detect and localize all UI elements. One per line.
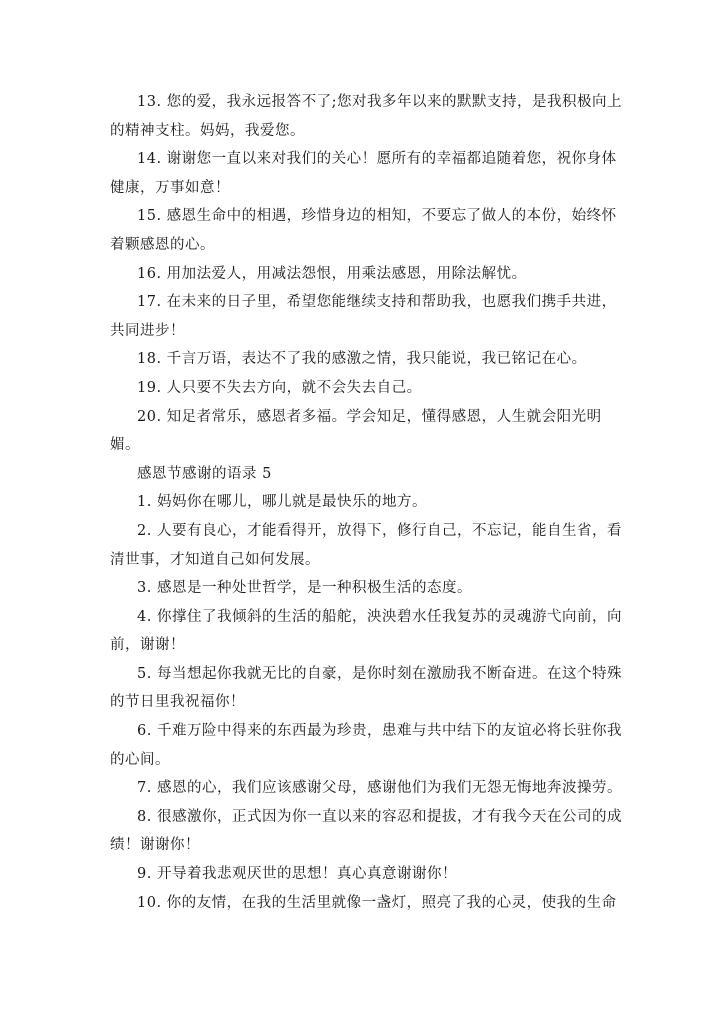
text-line: 2. 人要有良心，才能看得开，放得下，修行自己，不忘记，能自生省，看 <box>137 522 622 539</box>
text-line: 着颗感恩的心。 <box>110 236 215 253</box>
text-line: 19. 人只要不失去方向，就不会失去自己。 <box>137 379 422 396</box>
text-line: 4. 你撑住了我倾斜的生活的船舵，泱泱碧水任我复苏的灵魂游弋向前，向 <box>137 608 622 625</box>
text-line: 共同进步！ <box>110 322 185 339</box>
text-line: 17. 在未来的日子里，希望您能继续支持和帮助我，也愿我们携手共进， <box>137 294 617 311</box>
text-line: 的节日里我祝福你！ <box>110 694 245 711</box>
text-line: 13. 您的爱，我永远报答不了;您对我多年以来的默默支持，是我积极向上 <box>137 94 623 110</box>
document-body <box>110 88 623 917</box>
text-line: 媚。 <box>110 437 140 454</box>
text-line: 的心间。 <box>110 751 170 768</box>
section-heading: 感恩节感谢的语录 5 <box>137 465 272 482</box>
text-line: 9. 开导着我悲观厌世的思想！真心真意谢谢你！ <box>137 866 457 883</box>
text-line: 5. 每当想起你我就无比的自豪，是你时刻在激励我不断奋进。在这个特殊 <box>137 665 622 682</box>
text-line: 10. 你的友情，在我的生活里就像一盏灯，照亮了我的心灵，使我的生命 <box>137 894 617 911</box>
text-line: 7. 感恩的心，我们应该感谢父母，感谢他们为我们无怨无悔地奔波操劳。 <box>137 780 622 797</box>
text-line: 的精神支柱。妈妈，我爱您。 <box>110 122 305 139</box>
text-line: 健康，万事如意！ <box>110 179 230 196</box>
text-line: 绩！谢谢你！ <box>110 837 200 854</box>
text-line: 3. 感恩是一种处世哲学，是一种积极生活的态度。 <box>137 580 472 597</box>
text-line: 15. 感恩生命中的相遇，珍惜身边的相知，不要忘了做人的本份，始终怀 <box>137 208 617 225</box>
text-line: 前，谢谢！ <box>110 637 185 654</box>
text-line: 8. 很感激你，正式因为你一直以来的容忍和提拔，才有我今天在公司的成 <box>137 808 622 825</box>
text-line: 20. 知足者常乐，感恩者多福。学会知足，懂得感恩，人生就会阳光明 <box>137 408 602 425</box>
text-line: 1. 妈妈你在哪儿，哪儿就是最快乐的地方。 <box>137 494 427 511</box>
text-line: 清世事，才知道自己如何发展。 <box>110 551 320 568</box>
text-line: 16. 用加法爱人，用减法怨恨，用乘法感恩，用除法解忧。 <box>137 265 527 282</box>
text-line: 14. 谢谢您一直以来对我们的关心！愿所有的幸福都追随着您，祝你身体 <box>137 151 617 168</box>
text-line: 18. 千言万语，表达不了我的感激之情，我只能说，我已铭记在心。 <box>137 351 587 368</box>
text-line: 6. 千难万险中得来的东西最为珍贵，患难与共中结下的友谊必将长驻你我 <box>137 723 622 740</box>
